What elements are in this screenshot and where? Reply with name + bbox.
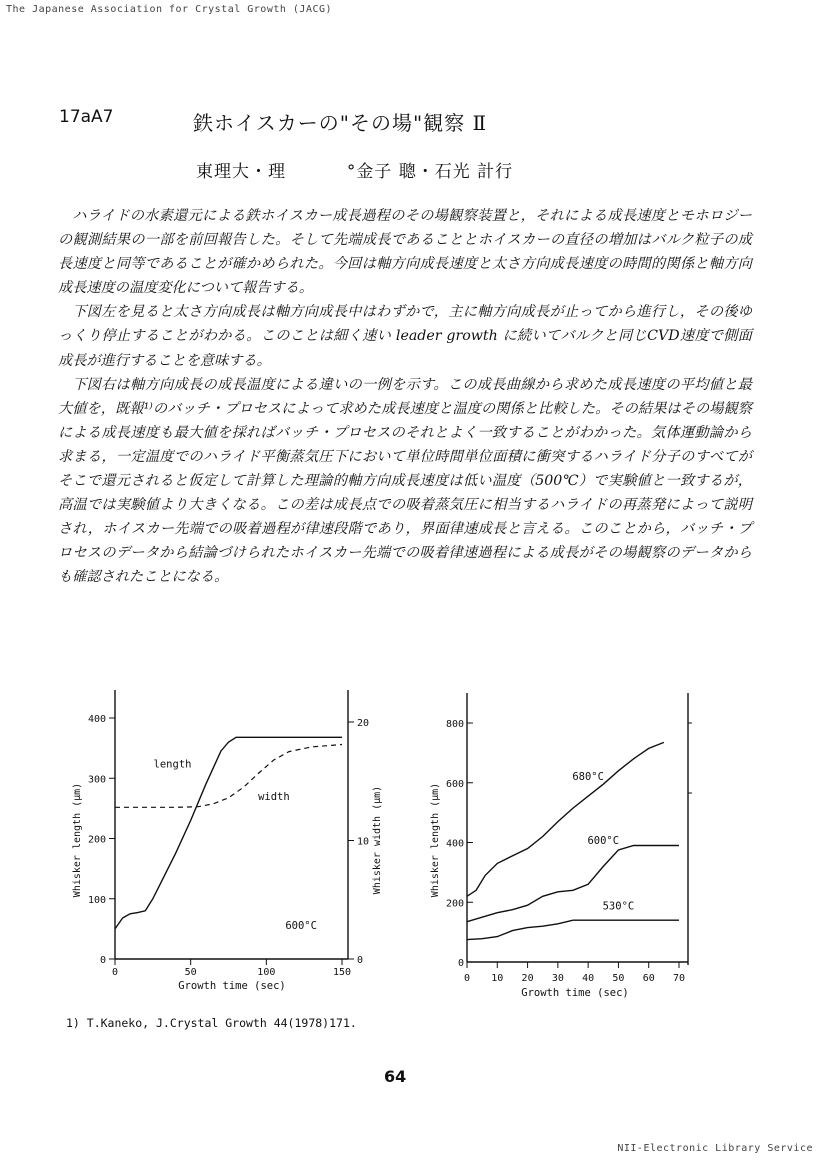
y-tick-label: 200 xyxy=(87,834,106,846)
series-line-width xyxy=(115,745,342,808)
paper-title: 鉄ホイスカーの"その場"観察 Ⅱ xyxy=(193,111,488,135)
x-tick-label: 60 xyxy=(642,973,655,984)
library-footer: NII-Electronic Library Service xyxy=(617,1143,813,1154)
abstract-body xyxy=(58,204,752,590)
paragraph-2: 下図左を見ると太さ方向成長は軸方向成長中はわずかで，主に軸方向成長が止ってから進行し，その後ゆっくり停止することがわかる。このことは細く速い leader growth に続いてバルクと同じCVD速度で側面成長が進行することを意味する。 xyxy=(58,304,752,369)
chart-temperature xyxy=(420,685,720,1005)
affiliation: 東理大・理 xyxy=(196,162,286,182)
x-tick-label: 10 xyxy=(491,973,504,984)
x-axis-title: Growth time (sec) xyxy=(521,987,629,999)
x-tick-label: 50 xyxy=(612,973,625,984)
series-line-length xyxy=(115,737,342,929)
series-line-2 xyxy=(467,920,679,939)
chart-annotation-temperature: 600°C xyxy=(285,919,317,932)
series-label-1: 600°C xyxy=(587,834,620,847)
x-tick-label: 150 xyxy=(332,967,352,978)
x-axis-title: Growth time (sec) xyxy=(178,980,286,992)
y-tick-label: 400 xyxy=(445,838,464,850)
series-label-width: width xyxy=(258,790,290,803)
x-tick-label: 100 xyxy=(257,967,276,978)
series-label-0: 680°C xyxy=(572,770,604,783)
y2-tick-label: 10 xyxy=(357,836,370,848)
y-tick-label: 100 xyxy=(87,894,106,906)
series-line-1 xyxy=(467,846,679,922)
paragraph-1: ハライドの水素還元による鉄ホイスカー成長過程のその場観察装置と，それによる成長速度とモホロジーの観測結果の一部を前回報告した。そして先端成長であることとホイスカーの直径の増加はバルク粒子の成長速度と同等であることが確かめられた。今回は軸方向成長速度と太さ方向成長速度の時間的関係と軸方向成長速度の温度変化について報告する。 xyxy=(58,208,752,297)
y-tick-label: 400 xyxy=(87,714,106,725)
x-tick-label: 70 xyxy=(672,973,686,984)
y-tick-label: 0 xyxy=(99,955,106,966)
y-tick-label: 0 xyxy=(457,958,464,969)
author-line xyxy=(196,157,513,182)
y-tick-label: 800 xyxy=(445,719,464,730)
y2-tick-label: 0 xyxy=(357,955,364,966)
author-names: °金子 聰・石光 計行 xyxy=(346,162,514,182)
y-tick-label: 200 xyxy=(445,898,464,910)
y-axis-title: Whisker length (μm) xyxy=(430,782,441,898)
x-tick-label: 50 xyxy=(184,967,197,978)
y-tick-label: 300 xyxy=(87,774,106,786)
x-tick-label: 30 xyxy=(551,973,564,984)
reference: 1) T.Kaneko, J.Crystal Growth 44(1978)171. xyxy=(66,1016,357,1030)
y-tick-label: 600 xyxy=(445,778,464,790)
series-line-0 xyxy=(467,742,664,896)
x-tick-label: 40 xyxy=(582,973,595,984)
paragraph-3: 下図右は軸方向成長の成長温度による違いの一例を示す。この成長曲線から求めた成長速度の平均値と最大値を，既報¹⁾のバッチ・プロセスによって求めた成長速度と温度の関係と比較した。その結果はその場観察による成長速度も最大値を採ればバッチ・プロセスのそれとよく一致することがわかった。気体運動論から求まる，一定温度でのハライド平衡蒸気圧下において単位時間単位面積に衝突するハライド分子のすべてがそこで還元されると仮定して計算した理論的軸方向成長速度は低い温度（500℃）で実験値と一致するが，高温では実験値より大きくなる。この差は成長点での吸着蒸気圧に相当するハライドの再蒸発によって説明され，ホイスカー先端での吸着過程が律速段階であり，界面律速成長と言える。このことから，バッチ・プロセスのデータから結論づけられたホイスカー先端での吸着律速過程による成長がその場観察のデータからも確認されたことになる。 xyxy=(58,376,752,586)
chart-length-width xyxy=(60,685,383,1005)
x-tick-label: 0 xyxy=(463,973,471,984)
page-number: 64 xyxy=(384,1067,407,1086)
y-axis-title: Whisker length (μm) xyxy=(72,782,83,898)
publisher-header: The Japanese Association for Crystal Growth (JACG) xyxy=(6,4,333,15)
series-label-2: 530°C xyxy=(602,900,635,913)
x-tick-label: 0 xyxy=(111,967,119,978)
x-tick-label: 20 xyxy=(521,973,534,984)
y2-tick-label: 20 xyxy=(357,718,370,729)
y2-axis-title: Whisker width (μm) xyxy=(372,785,383,895)
presentation-code: 17aA7 xyxy=(59,107,114,127)
series-label-length: length xyxy=(153,758,192,771)
